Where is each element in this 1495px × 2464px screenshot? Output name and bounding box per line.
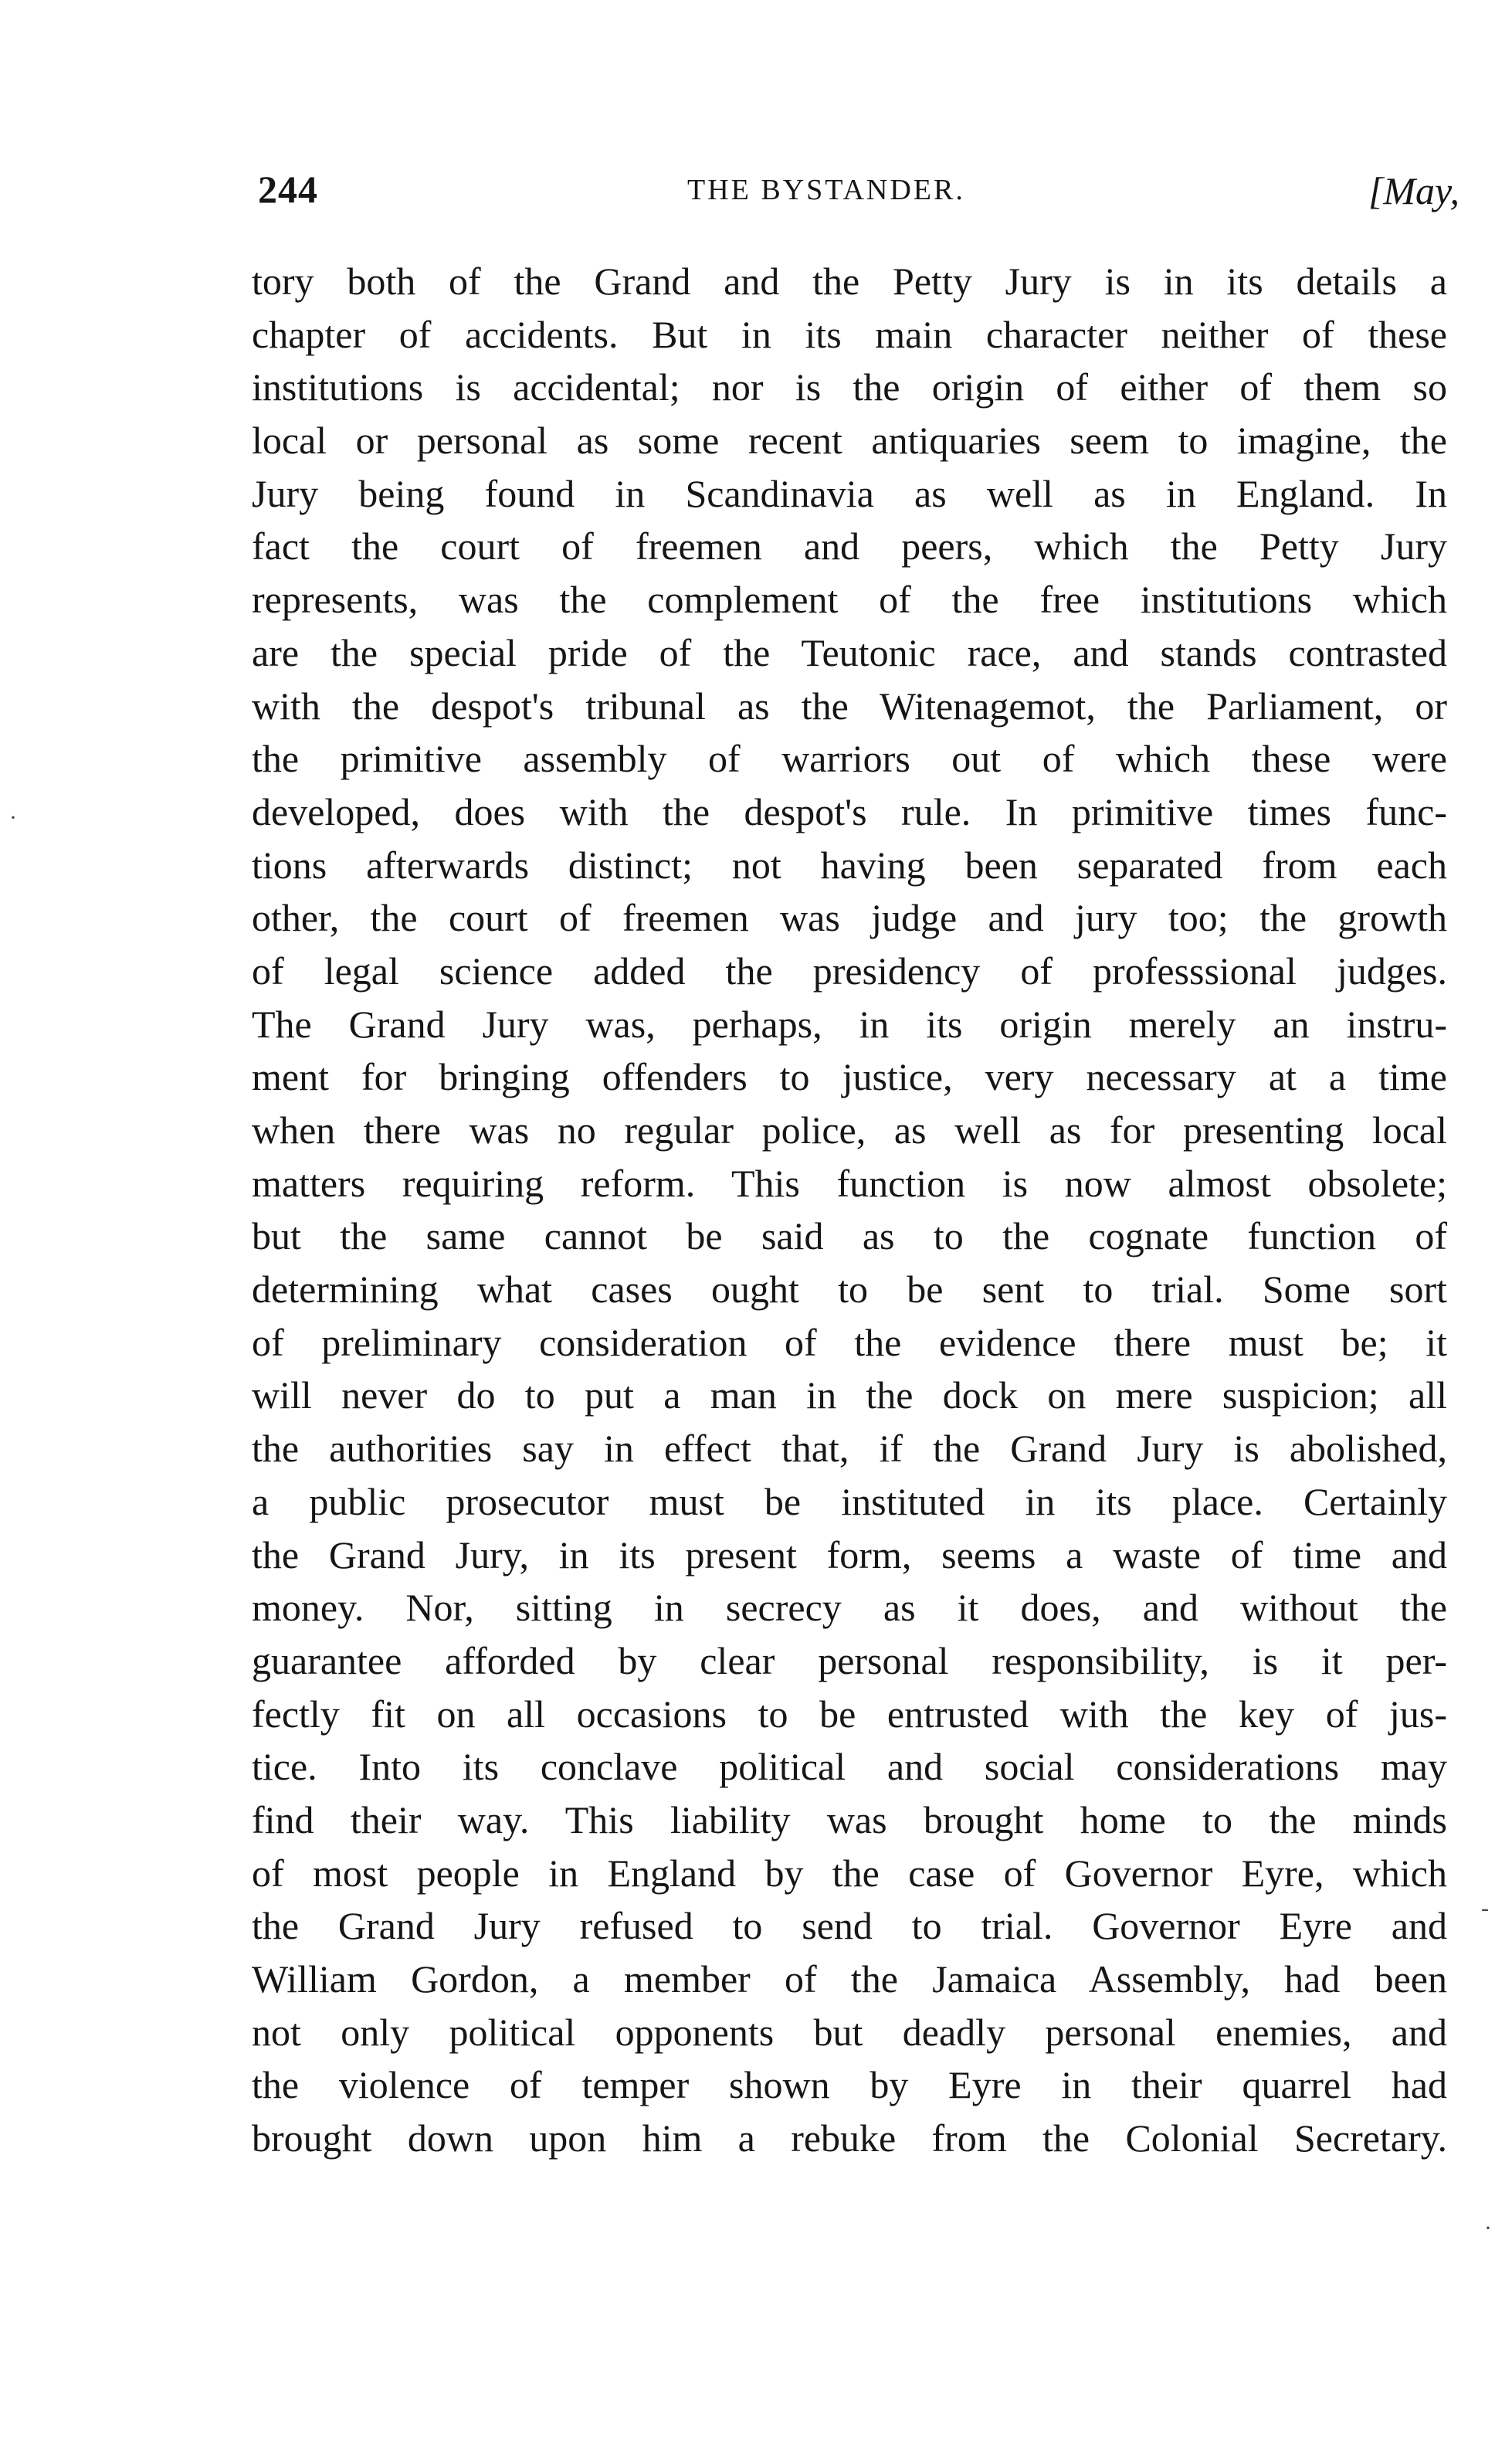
running-head [255,167,1459,221]
text-line: of preliminary consideration of the evidence there must be; it [252,1320,1447,1364]
text-line: the primitive assembly of warriors out of which these were [252,737,1447,781]
margin-speck: - [1481,1896,1489,1921]
text-line: The Grand Jury was, perhaps, in its origin merely an instru- [252,1002,1447,1046]
text-line: fact the court of freemen and peers, which the Petty Jury [252,524,1447,568]
text-line: guarantee afforded by clear personal responsibility, is it per- [252,1638,1447,1682]
text-line: of most people in England by the case of Governor Eyre, which [252,1851,1447,1895]
text-line: chapter of accidents. But in its main character neither of these [252,312,1447,356]
running-title: THE BYSTANDER. [687,174,965,206]
text-line: but the same cannot be said as to the cognate function of [252,1214,1447,1258]
text-line: will never do to put a man in the dock on mere suspicion; all [252,1373,1447,1417]
text-line: matters requiring reform. This function is now almost obsolete; [252,1161,1447,1205]
text-line: with the despot's tribunal as the Witenagemot, the Parliament, or [252,684,1447,728]
text-line: the Grand Jury, in its present form, seems a waste of time and [252,1532,1447,1576]
text-line: tions afterwards distinct; not having been separated from each [252,843,1447,887]
text-line: ment for bringing offenders to justice, very necessary at a time [252,1055,1447,1099]
text-line: are the special pride of the Teutonic race, and stands contrasted [252,630,1447,674]
text-line: the violence of temper shown by Eyre in their quarrel had [252,2063,1447,2107]
text-line: find their way. This liability was brought home to the minds [252,1797,1447,1841]
text-line: tice. Into its conclave political and social considerations may [252,1745,1447,1789]
margin-speck: · [9,805,17,830]
text-line: fectly fit on all occasions to be entrusted with the key of jus- [252,1692,1447,1736]
text-line: money. Nor, sitting in secrecy as it does, and without the [252,1586,1447,1630]
text-line: institutions is accidental; nor is the origin of either of them so [252,365,1447,409]
text-line: determining what cases ought to be sent to trial. Some sort [252,1268,1447,1312]
text-line: a public prosecutor must be instituted in its place. Certainly [252,1479,1447,1523]
text-line: of legal science added the presidency of professsional judges. [252,949,1447,993]
text-line: the Grand Jury refused to send to trial. Governor Eyre and [252,1904,1447,1948]
text-line: represents, was the complement of the free institutions which [252,578,1447,622]
text-line: developed, does with the despot's rule. In primitive times func- [252,789,1447,833]
running-month: [May, [1368,169,1459,212]
body-text [252,255,1447,2165]
page-number: 244 [258,168,318,211]
text-line: not only political opponents but deadly personal enemies, and [252,2010,1447,2054]
text-line: brought down upon him a rebuke from the Colonial Secretary. [252,2116,1447,2160]
text-line: other, the court of freemen was judge and jury too; the growth [252,896,1447,940]
text-line: the authorities say in effect that, if the Grand Jury is abolished, [252,1427,1447,1471]
text-line: Jury being found in Scandinavia as well as in England. In [252,471,1447,515]
text-line: when there was no regular police, as well as for presenting local [252,1108,1447,1152]
text-line: local or personal as some recent antiquaries seem to imagine, the [252,419,1447,463]
text-line: William Gordon, a member of the Jamaica Assembly, had been [252,1957,1447,2001]
margin-speck: · [1484,2215,1492,2241]
text-line: tory both of the Grand and the Petty Jury is in its details a [252,260,1447,303]
